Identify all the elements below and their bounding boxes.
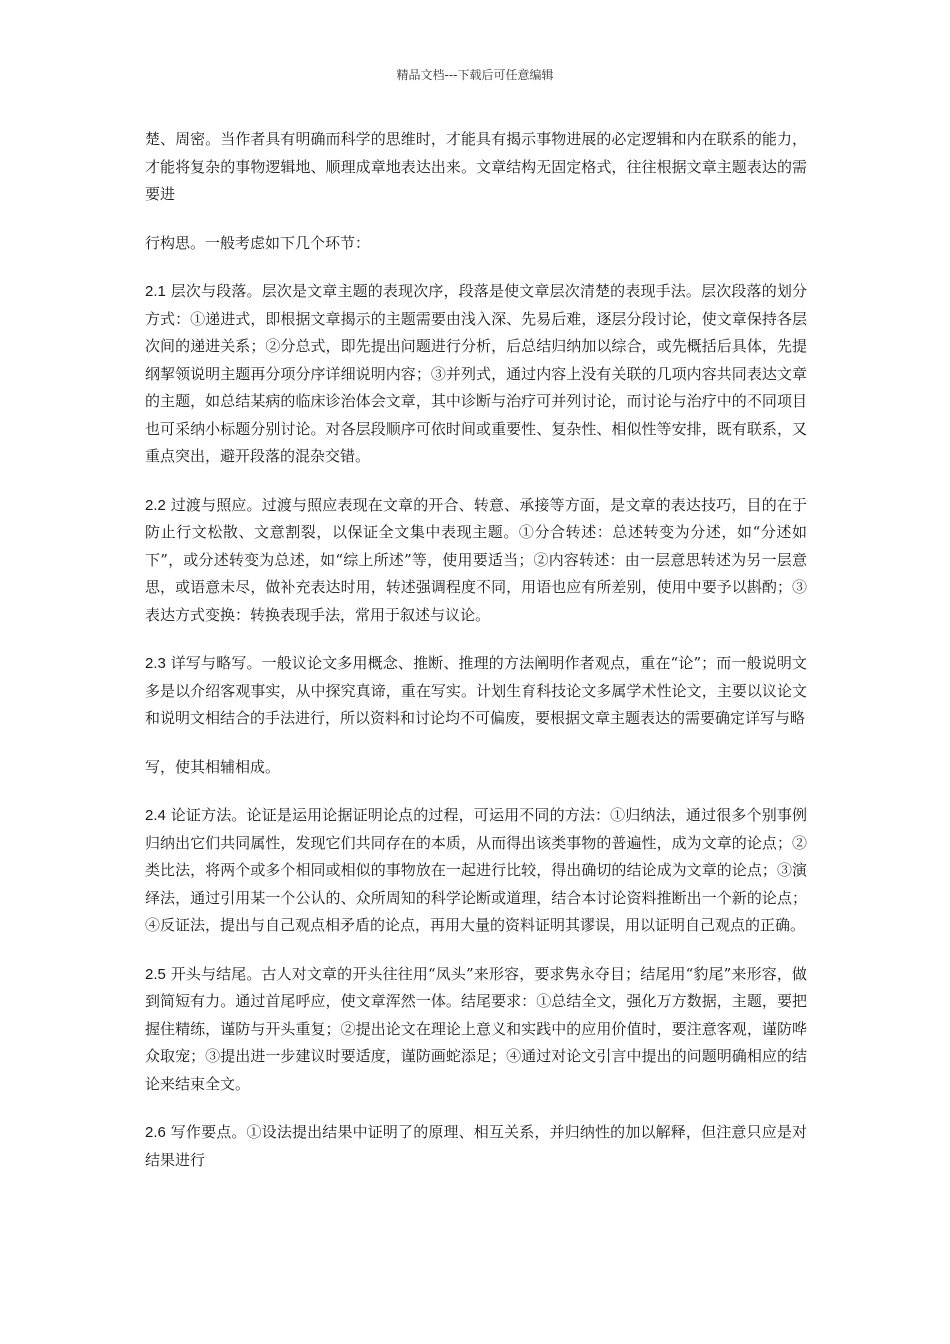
paragraph-section-2-4 (145, 802, 807, 940)
paragraph-continuation (145, 230, 807, 258)
section-number: 2.5 (145, 965, 166, 983)
paragraph-text: 行构思。一般考虑如下几个环节： (145, 233, 371, 252)
section-number: 2.1 (145, 283, 166, 300)
section-number: 2.6 (145, 1124, 166, 1141)
section-number: 2.3 (145, 655, 166, 672)
paragraph-section-2-3 (145, 650, 807, 733)
paragraph-text: 层次与段落。层次是文章主题的表现次序，段落是使文章层次清楚的表现手法。层次段落的划分方式：①递进式，即根据文章揭示的主题需要由浅入深、先易后难，逐层分段讨论，使文章保持各层次间的递进关系；②分总式，即先提出问题进行分析，后总结归纳加以综合，或先概括后具体，先提纲挈领说明主题再分项分序详细说明内容；③并列式，通过内容上没有关联的几项内容共同表达文章的主题，如总结某病的临床诊治体会文章，其中诊断与治疗可并列讨论，而讨论与治疗中的不同项目也可采纳小标题分别讨论。对各层段顺序可依时间或重要性、复杂性、相似性等安排，既有联系，又重点突出，避开段落的混杂交错。 (145, 282, 807, 465)
paragraph-text: 论证方法。论证是运用论据证明论点的过程，可运用不同的方法：①归纳法，通过很多个别事例归纳出它们共同属性，发现它们共同存在的本质，从而得出该类事物的普遍性，成为文章的论点；②类比法，将两个或多个相同或相似的事物放在一起进行比较，得出确切的结论成为文章的论点；③演绎法，通过引用某一个公认的、众所周知的科学论断或道理，结合本讨论资料推断出一个新的论点；④反证法，提出与自己观点相矛盾的论点，再用大量的资料证明其谬误，用以证明自己观点的正确。 (145, 806, 807, 934)
paragraph-text: 写作要点。①设法提出结果中证明了的原理、相互关系，并归纳性的加以解释，但注意只应是对结果进行 (145, 1123, 807, 1169)
paragraph-continuation (145, 754, 807, 782)
paragraph-continuation (145, 126, 807, 209)
paragraph-text: 详写与略写。一般议论文多用概念、推断、推理的方法阐明作者观点，重在“论”；而一般说明文多是以介绍客观事实，从中探究真谛，重在写实。计划生育科技论文多属学术性论文，主要以议论文和说明文相结合的手法进行，所以资料和讨论均不可偏废，要根据文章主题表达的需要确定详写与略 (145, 654, 807, 727)
section-number: 2.2 (145, 496, 166, 514)
paragraph-text: 写，使其相辅相成。 (145, 757, 281, 776)
paragraph-text: 开头与结尾。古人对文章的开头往往用“凤头”来形容，要求隽永夺目；结尾用“豹尾”来形容，做到简短有力。通过首尾呼应，使文章浑然一体。结尾要求：①总结全文，强化万方数据，主题，要把握住精练，谨防与开头重复；②提出论文在理论上意义和实践中的应用价值时，要注意客观，谨防哗众取宠；③提出进一步建议时要适度，谨防画蛇添足；④通过对论文引言中提出的问题明确相应的结论来结束全文。 (145, 964, 807, 1093)
paragraph-section-2-5 (145, 961, 807, 1099)
paragraph-section-2-1 (145, 278, 807, 471)
document-body (145, 126, 807, 1195)
page-header: 精品文档---下载后可任意编辑 (396, 68, 554, 82)
paragraph-section-2-6 (145, 1119, 807, 1174)
paragraph-section-2-2 (145, 492, 807, 630)
section-number: 2.4 (145, 807, 166, 824)
paragraph-text: 楚、周密。当作者具有明确而科学的思维时，才能具有揭示事物进展的必定逻辑和内在联系的能力，才能将复杂的事物逻辑地、顺理成章地表达出来。文章结构无固定格式，往往根据文章主题表达的需要进 (145, 130, 807, 203)
paragraph-text: 过渡与照应。过渡与照应表现在文章的开合、转意、承接等方面，是文章的表达技巧，目的在于防止行文松散、文意割裂，以保证全文集中表现主题。①分合转述：总述转变为分述，如“分述如下”，或分述转变为总述，如“综上所述”等，使用要适当；②内容转述：由一层意思转述为另一层意思，或语意未尽，做补充表达时用，转述强调程度不同，用语也应有所差别，使用中要予以斟酌；③表达方式变换：转换表现手法，常用于叙述与议论。 (145, 495, 807, 624)
